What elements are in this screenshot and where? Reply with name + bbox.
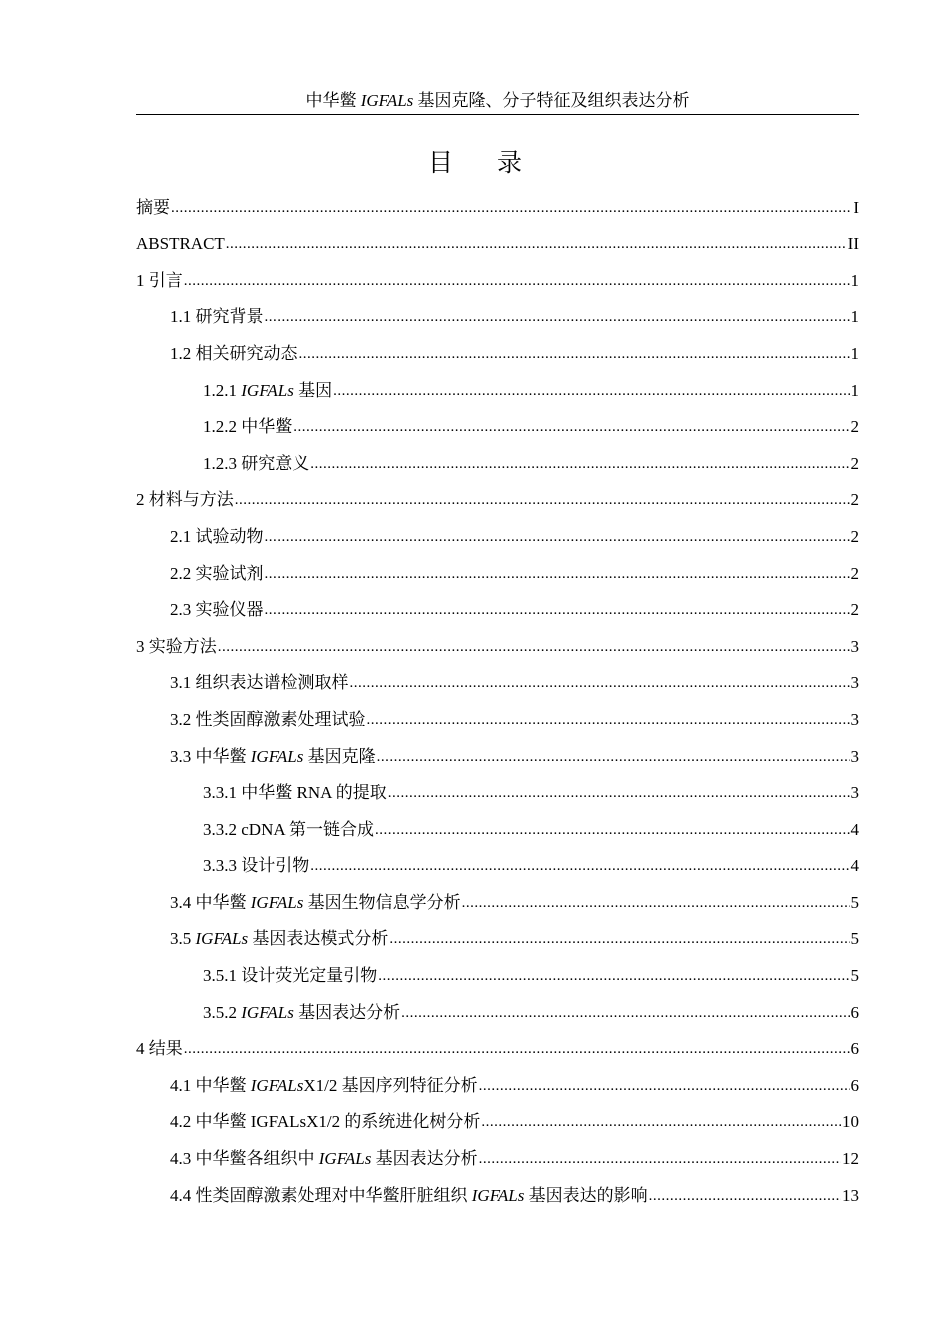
toc-entry-text: 4.1 中华鳖 [170,1075,251,1095]
toc-entry-label [170,673,349,693]
toc-page-number: 10 [842,1112,859,1132]
toc-entry-label [136,637,217,657]
toc-page-number: 3 [850,636,859,656]
toc-entry-label [170,527,264,547]
header-title-gene: IGFALs [360,91,414,110]
toc-entry-label [170,710,366,730]
dot-leader [389,929,849,949]
toc-entry-label [170,1076,478,1096]
dot-leader [265,527,850,547]
toc-entry-gene-name: IGFALs [241,1002,294,1022]
toc-entry-text: 3.5 [170,929,196,949]
dot-leader [378,966,849,986]
toc-entry-text: 3.3.1 中华鳖 RNA 的提取 [203,783,387,803]
toc-entry-text: 4.4 性类固醇激素处理对中华鳖肝脏组织 [170,1185,472,1205]
dot-leader [265,564,850,584]
toc-entry-text: ABSTRACT [136,234,225,254]
toc-entry-label [170,1112,480,1132]
toc-page-number: 1 [850,307,859,327]
toc-entry[interactable] [136,547,859,584]
toc-page-number: 2 [850,563,859,583]
toc-entry-label [203,856,309,876]
toc-entry-label [203,381,332,401]
toc-entry-label [136,490,234,510]
dot-leader [649,1186,841,1206]
toc-page-number: 6 [850,1002,859,1022]
toc-entry[interactable] [136,1169,859,1206]
toc-entry-text: 2.3 实验仪器 [170,600,264,620]
toc-entry-gene-name: IGFALs [471,1185,525,1205]
toc-page-number: 3 [850,746,859,766]
toc-page-number: 3 [850,709,859,729]
toc-entry-label [136,1039,183,1059]
toc-entry-gene-name: IGFALs [250,1075,304,1095]
toc-entry-label [170,747,376,767]
toc-entry[interactable] [136,620,859,657]
dot-leader [299,344,850,364]
toc-page-number: 4 [850,856,859,876]
toc-entry-text-suffix: 基因表达分析 [371,1149,478,1169]
toc-entry-text: 1.2.1 [203,380,242,400]
dot-leader [265,600,850,620]
toc-entry-text: 4.2 中华鳖 IGFALsX1/2 的系统进化树分析 [170,1112,481,1132]
toc-page-number: 2 [850,417,859,437]
toc-entry-text-suffix: 基因 [293,380,333,400]
toc-entry-gene-name: IGFALs [241,380,294,400]
dot-leader [401,1003,849,1023]
toc-entry[interactable] [136,876,859,913]
toc-entry[interactable] [136,949,859,986]
toc-entry[interactable] [136,437,859,474]
toc-entry-label [170,307,264,327]
toc-entry-label [170,1186,648,1206]
toc-entry-text: 3.3 中华鳖 [170,746,251,766]
toc-entry-text: 摘要 [136,197,170,217]
toc-entry-label [203,966,377,986]
toc-entry[interactable] [136,1059,859,1096]
running-header [136,90,859,115]
toc-entry-gene-name: IGFALs [250,746,304,766]
toc-entry-label [170,564,264,584]
toc-entry[interactable] [136,510,859,547]
toc-entry[interactable] [136,584,859,621]
toc-page-number: 6 [850,1039,859,1059]
dot-leader [218,637,850,657]
toc-entry[interactable] [136,693,859,730]
dot-leader [226,234,847,254]
toc-entry-gene-name: IGFALs [318,1149,372,1169]
header-title-prefix: 中华鳖 [305,91,357,110]
dot-leader [481,1112,841,1132]
toc-page-number: 5 [850,966,859,986]
dot-leader [333,381,849,401]
toc-page-number: 13 [842,1185,859,1205]
toc-entry[interactable] [136,181,859,218]
dot-leader [350,673,850,693]
toc-entry[interactable] [136,474,859,511]
toc-page-number: 6 [850,1075,859,1095]
toc-entry-text: 1 引言 [136,270,183,290]
toc-page-number: 2 [850,526,859,546]
toc-entry-text: 3.5.1 设计荧光定量引物 [203,966,378,986]
toc-entry-text-suffix: 基因表达的影响 [524,1185,648,1205]
dot-leader [375,820,850,840]
toc-entry[interactable] [136,1096,859,1133]
toc-entry-label [170,600,264,620]
toc-entry[interactable] [136,364,859,401]
toc-page-number: 5 [850,929,859,949]
toc-entry-label [203,1003,400,1023]
toc-entry[interactable] [136,657,859,694]
toc-entry[interactable] [136,327,859,364]
dot-leader [184,271,850,291]
dot-leader [310,856,849,876]
toc-entry-label [136,198,170,218]
toc-entry-text: 1.1 研究背景 [170,307,264,327]
toc-entry[interactable] [136,1132,859,1169]
toc-entry-text: 3 实验方法 [136,636,217,656]
toc-page-number: 3 [850,673,859,693]
toc-entry-label [170,929,388,949]
toc-entry-gene-name: IGFALs [250,892,304,912]
toc-entry-label [203,454,309,474]
toc-entry-text-suffix: 基因生物信息学分析 [303,892,461,912]
toc-page-number: 1 [850,380,859,400]
toc-entry[interactable] [136,730,859,767]
toc-entry-text: 3.3.3 设计引物 [203,856,310,876]
toc-entry-text: 4.3 中华鳖各组织中 [170,1149,319,1169]
toc-entry-text: 3.2 性类固醇激素处理试验 [170,709,366,729]
toc-entry-label [170,1149,478,1169]
toc-entry-text: 1.2.3 研究意义 [203,453,310,473]
toc-entry-label [203,783,387,803]
toc-entry[interactable] [136,1023,859,1060]
dot-leader [265,307,850,327]
header-title-suffix: 基因克隆、分子特征及组织表达分析 [417,91,690,110]
toc-entry-text-suffix: 基因表达模式分析 [248,929,389,949]
toc-entry[interactable] [136,913,859,950]
toc-entry-text: 2.1 试验动物 [170,526,264,546]
toc-entry-label [203,820,374,840]
toc-page-number: 12 [842,1149,859,1169]
toc-entry[interactable] [136,218,859,255]
dot-leader [184,1039,850,1059]
toc-page-number: 1 [850,270,859,290]
toc-entry-text: 4 结果 [136,1039,183,1059]
toc-title: 目录 [427,148,566,177]
toc-entry-label [203,417,292,437]
toc-entry-text-suffix: 基因表达分析 [293,1002,401,1022]
dot-leader [235,490,850,510]
toc-entry-text: 3.5.2 [203,1002,242,1022]
toc-page-number: 5 [850,892,859,912]
toc-page-number: I [853,197,859,217]
toc-entry-text: 1.2.2 中华鳖 [203,417,293,437]
toc-entry-label [170,893,461,913]
toc-entry-text: 3.4 中华鳖 [170,892,251,912]
toc-entry[interactable] [136,840,859,877]
toc-entry-text: 1.2 相关研究动态 [170,343,298,363]
dot-leader [367,710,850,730]
toc-entry-text: 3.1 组织表达谱检测取样 [170,673,349,693]
toc-page-number: 4 [850,819,859,839]
toc-page-number: 1 [850,343,859,363]
toc-page-number: 2 [850,490,859,510]
dot-leader [479,1076,850,1096]
toc-entry-label [136,234,225,254]
toc-entry[interactable] [136,401,859,438]
toc-entry[interactable] [136,291,859,328]
toc-page-number: II [847,234,859,254]
toc-entry-text: 2 材料与方法 [136,490,234,510]
dot-leader [377,747,850,767]
dot-leader [388,783,850,803]
dot-leader [310,454,849,474]
dot-leader [479,1149,841,1169]
toc-page-number: 3 [850,783,859,803]
toc-entry[interactable] [136,767,859,804]
toc-entry-label [170,344,298,364]
toc-entry[interactable] [136,986,859,1023]
table-of-contents [136,181,859,1206]
toc-entry[interactable] [136,254,859,291]
dot-leader [293,417,849,437]
toc-page-number: 2 [850,453,859,473]
toc-entry-text: 3.3.2 cDNA 第一链合成 [203,819,374,839]
toc-entry-text-suffix: X1/2 基因序列特征分析 [303,1075,478,1095]
toc-entry[interactable] [136,803,859,840]
toc-entry-gene-name: IGFALs [195,929,249,949]
toc-entry-text-suffix: 基因克隆 [303,746,376,766]
toc-entry-text: 2.2 实验试剂 [170,563,264,583]
dot-leader [171,198,852,218]
toc-page-number: 2 [850,600,859,620]
dot-leader [462,893,850,913]
toc-entry-label [136,271,183,291]
